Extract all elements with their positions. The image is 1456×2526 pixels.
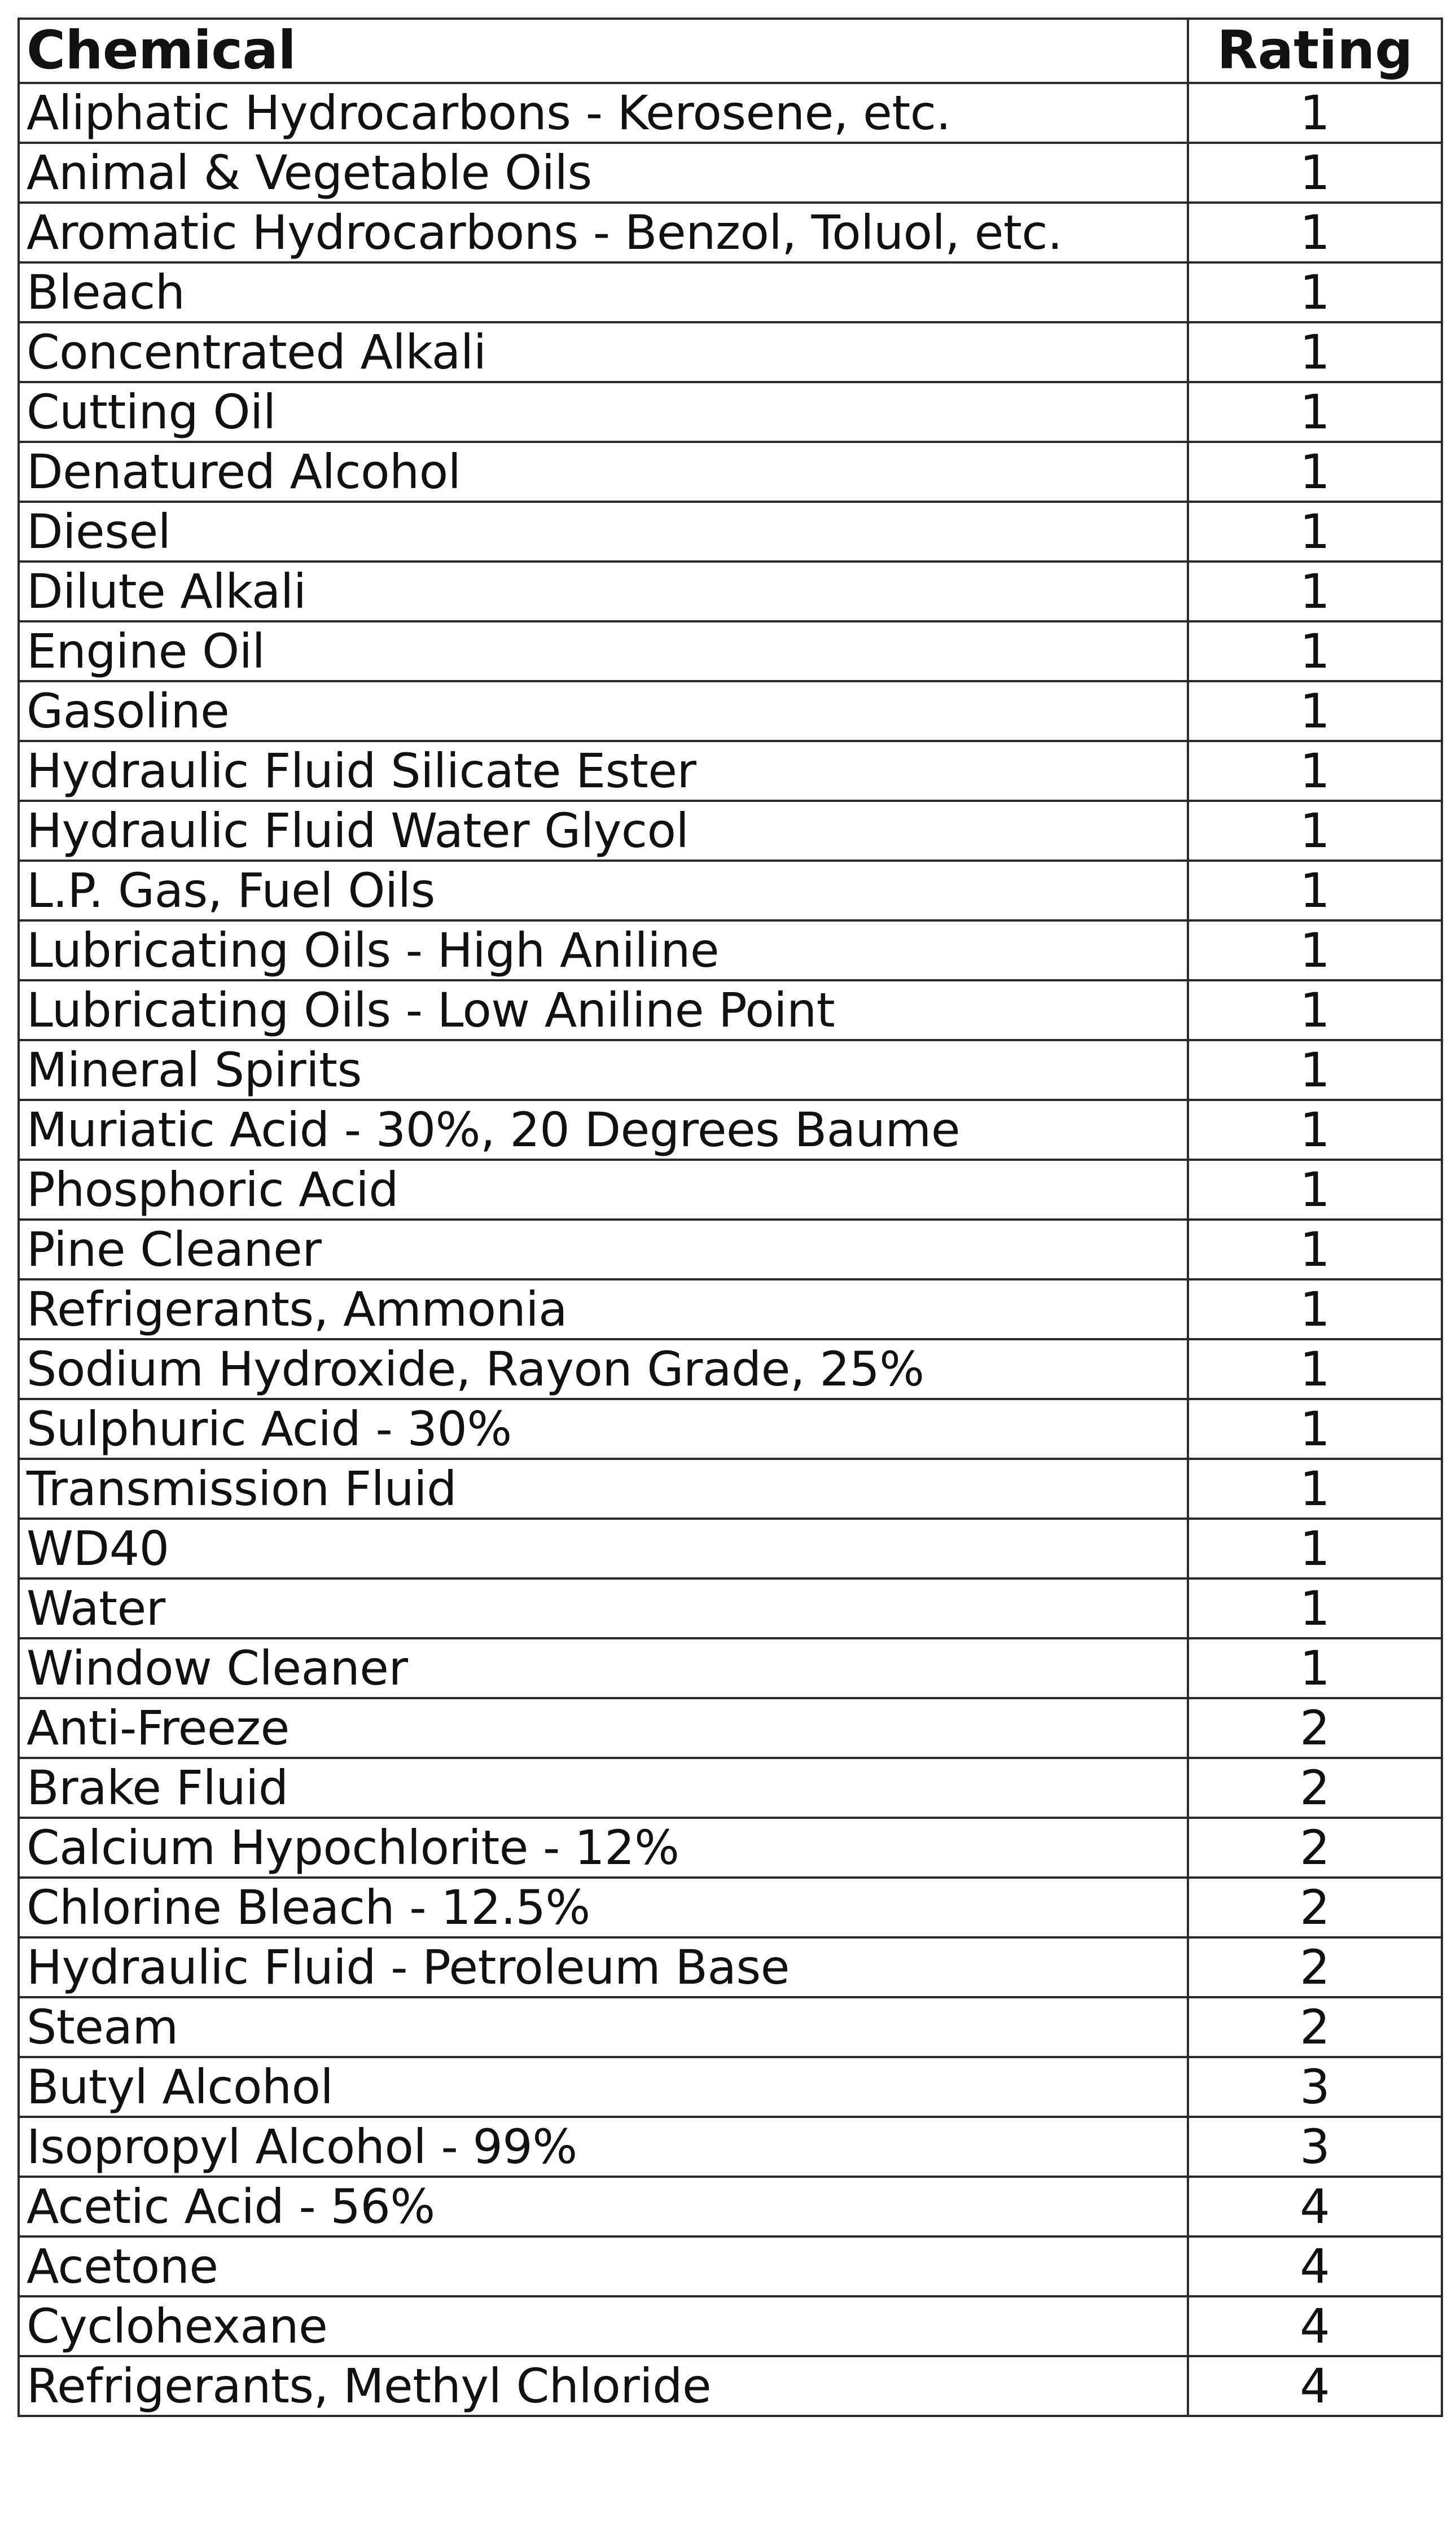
chemical-name-cell: Calcium Hypochlorite - 12% (19, 1818, 1188, 1878)
rating-cell: 2 (1188, 1818, 1442, 1878)
rating-cell: 1 (1188, 861, 1442, 920)
rating-cell: 1 (1188, 980, 1442, 1040)
rating-cell: 1 (1188, 681, 1442, 741)
table-row (19, 382, 1442, 442)
chemical-name-cell: Refrigerants, Methyl Chloride (19, 2356, 1188, 2416)
table-row (19, 980, 1442, 1040)
rating-cell: 1 (1188, 1339, 1442, 1399)
rating-cell: 1 (1188, 562, 1442, 621)
rating-cell: 1 (1188, 143, 1442, 203)
table-row (19, 83, 1442, 143)
rating-cell: 4 (1188, 2236, 1442, 2296)
rating-cell: 4 (1188, 2356, 1442, 2416)
column-header-rating: Rating (1188, 19, 1442, 83)
chemical-name-cell: Hydraulic Fluid Silicate Ester (19, 741, 1188, 801)
chemical-name-cell: Cutting Oil (19, 382, 1188, 442)
rating-cell: 1 (1188, 741, 1442, 801)
chemical-name-cell: Chlorine Bleach - 12.5% (19, 1878, 1188, 1937)
rating-cell: 2 (1188, 1997, 1442, 2057)
rating-cell: 2 (1188, 1758, 1442, 1818)
table-row (19, 1519, 1442, 1578)
table-row (19, 262, 1442, 322)
table-row (19, 1339, 1442, 1399)
table-row (19, 1459, 1442, 1519)
table-row (19, 442, 1442, 502)
table-row (19, 741, 1442, 801)
chemical-name-cell: Isopropyl Alcohol - 99% (19, 2117, 1188, 2177)
table-row (19, 203, 1442, 262)
chemical-name-cell: Bleach (19, 262, 1188, 322)
rating-cell: 3 (1188, 2117, 1442, 2177)
rating-cell: 1 (1188, 1040, 1442, 1100)
rating-cell: 2 (1188, 1878, 1442, 1937)
table-row (19, 502, 1442, 562)
rating-cell: 1 (1188, 1638, 1442, 1698)
rating-cell: 1 (1188, 801, 1442, 861)
table-header-row (19, 19, 1442, 83)
table-row (19, 920, 1442, 980)
chemical-name-cell: Butyl Alcohol (19, 2057, 1188, 2117)
chemical-name-cell: Dilute Alkali (19, 562, 1188, 621)
table-row (19, 861, 1442, 920)
chemical-name-cell: Transmission Fluid (19, 1459, 1188, 1519)
table-row (19, 1638, 1442, 1698)
table-row (19, 1040, 1442, 1100)
rating-cell: 1 (1188, 382, 1442, 442)
chemical-name-cell: Hydraulic Fluid Water Glycol (19, 801, 1188, 861)
rating-cell: 1 (1188, 442, 1442, 502)
rating-cell: 1 (1188, 1279, 1442, 1339)
table-row (19, 1937, 1442, 1997)
table-row (19, 1818, 1442, 1878)
table-row (19, 1160, 1442, 1220)
table-row (19, 143, 1442, 203)
chemical-name-cell: Steam (19, 1997, 1188, 2057)
rating-cell: 1 (1188, 83, 1442, 143)
rating-cell: 4 (1188, 2296, 1442, 2356)
table-row (19, 1698, 1442, 1758)
chemical-name-cell: WD40 (19, 1519, 1188, 1578)
table-row (19, 621, 1442, 681)
chemical-name-cell: Refrigerants, Ammonia (19, 1279, 1188, 1339)
rating-cell: 1 (1188, 322, 1442, 382)
table-row (19, 1279, 1442, 1339)
chemical-name-cell: Lubricating Oils - High Aniline (19, 920, 1188, 980)
chemical-resistance-table (17, 17, 1443, 2417)
table-body (19, 83, 1442, 2416)
chemical-name-cell: Hydraulic Fluid - Petroleum Base (19, 1937, 1188, 1997)
rating-cell: 1 (1188, 1160, 1442, 1220)
chemical-name-cell: Gasoline (19, 681, 1188, 741)
table-row (19, 1399, 1442, 1459)
table-row (19, 2296, 1442, 2356)
table-row (19, 2356, 1442, 2416)
rating-cell: 1 (1188, 621, 1442, 681)
rating-cell: 1 (1188, 920, 1442, 980)
table-row (19, 322, 1442, 382)
rating-cell: 1 (1188, 1100, 1442, 1160)
chemical-name-cell: Pine Cleaner (19, 1220, 1188, 1279)
rating-cell: 1 (1188, 1220, 1442, 1279)
chemical-name-cell: Engine Oil (19, 621, 1188, 681)
table-row (19, 2117, 1442, 2177)
table-row (19, 1997, 1442, 2057)
rating-cell: 2 (1188, 1698, 1442, 1758)
table-row (19, 562, 1442, 621)
chemical-name-cell: Mineral Spirits (19, 1040, 1188, 1100)
chemical-name-cell: Window Cleaner (19, 1638, 1188, 1698)
chemical-name-cell: L.P. Gas, Fuel Oils (19, 861, 1188, 920)
rating-cell: 1 (1188, 1578, 1442, 1638)
table-row (19, 2057, 1442, 2117)
chemical-name-cell: Animal & Vegetable Oils (19, 143, 1188, 203)
chemical-name-cell: Aromatic Hydrocarbons - Benzol, Toluol, etc. (19, 203, 1188, 262)
table-row (19, 1578, 1442, 1638)
table-row (19, 681, 1442, 741)
chemical-name-cell: Concentrated Alkali (19, 322, 1188, 382)
chemical-name-cell: Phosphoric Acid (19, 1160, 1188, 1220)
column-header-chemical: Chemical (19, 19, 1188, 83)
table-row (19, 1220, 1442, 1279)
chemical-name-cell: Sulphuric Acid - 30% (19, 1399, 1188, 1459)
chemical-name-cell: Brake Fluid (19, 1758, 1188, 1818)
rating-cell: 1 (1188, 1459, 1442, 1519)
table-row (19, 2177, 1442, 2236)
chemical-name-cell: Aliphatic Hydrocarbons - Kerosene, etc. (19, 83, 1188, 143)
chemical-name-cell: Diesel (19, 502, 1188, 562)
table-row (19, 1878, 1442, 1937)
chemical-name-cell: Anti-Freeze (19, 1698, 1188, 1758)
chemical-name-cell: Sodium Hydroxide, Rayon Grade, 25% (19, 1339, 1188, 1399)
rating-cell: 1 (1188, 203, 1442, 262)
chemical-name-cell: Lubricating Oils - Low Aniline Point (19, 980, 1188, 1040)
rating-cell: 4 (1188, 2177, 1442, 2236)
table-row (19, 801, 1442, 861)
rating-cell: 1 (1188, 1519, 1442, 1578)
chemical-name-cell: Denatured Alcohol (19, 442, 1188, 502)
rating-cell: 1 (1188, 502, 1442, 562)
rating-cell: 3 (1188, 2057, 1442, 2117)
chemical-name-cell: Acetic Acid - 56% (19, 2177, 1188, 2236)
chemical-name-cell: Acetone (19, 2236, 1188, 2296)
chemical-name-cell: Water (19, 1578, 1188, 1638)
chemical-name-cell: Cyclohexane (19, 2296, 1188, 2356)
rating-cell: 2 (1188, 1937, 1442, 1997)
rating-cell: 1 (1188, 262, 1442, 322)
table-row (19, 2236, 1442, 2296)
rating-cell: 1 (1188, 1399, 1442, 1459)
table-row (19, 1100, 1442, 1160)
chemical-name-cell: Muriatic Acid - 30%, 20 Degrees Baume (19, 1100, 1188, 1160)
table-row (19, 1758, 1442, 1818)
